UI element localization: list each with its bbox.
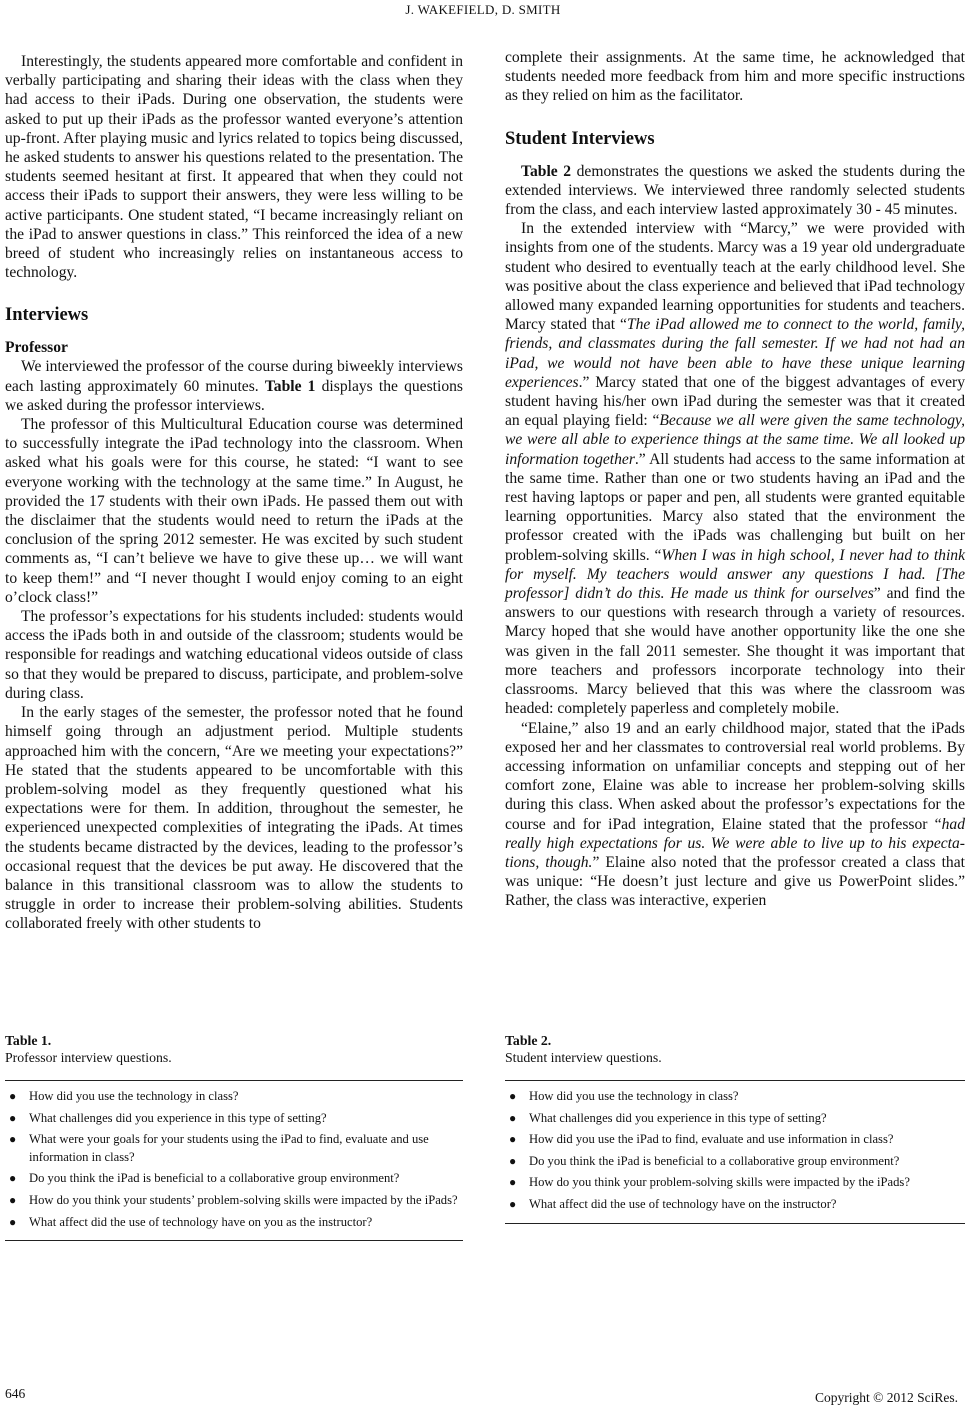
p3-quote-3: When I was in high school, I never had to think for myself. My teachers would answer any questions I had. [The professor] didn’t do this. He made us think for ourselves: [505, 546, 965, 603]
bullet-icon: ●: [509, 1110, 517, 1125]
right-paragraph-2: [505, 162, 965, 220]
left-paragraph-1: Interestingly, the students appeared more comfortable and confident in verbally participating and sharing their ideas with the class when they had access to their iPads. During one observation, the students were asked to put up their iPads as the professor wanted everyone’s attention up-front. After playing music and lyrics related to topics being discussed, he asked students to answer his questions related to the presentation. The students seemed hesitant at first. It appeared that when they could not access their iPads to support their answers, they were less willing to be active participants. One student stated, “I became increasingly reliant on the iPad to answer questions in class.” This reinforced the idea of a new breed of student who increasingly relies on instantaneous access to technology.: [5, 53, 463, 282]
list-item: [5, 1170, 463, 1188]
table-2-list: [505, 1088, 965, 1214]
bullet-icon: ●: [509, 1132, 517, 1147]
list-item: [505, 1174, 965, 1192]
list-item: [505, 1110, 965, 1128]
list-item-text: How do you think your students’ problem-solving skills were impacted by the iPads?: [29, 1192, 458, 1207]
p4-text-b: ” Elaine also noted that the professor created a class that was unique: “He doesn’t just lecture and give us PowerPoint slides.” Rather, the class was interactive, experien: [505, 853, 965, 910]
list-item: [505, 1153, 965, 1171]
p3-text-a: In the extended interview with “Marcy,” we were provided with insights from one of the students. Marcy was a 19 year old undergraduate student who desired to eventually teach at the early childhood level. She was positive about the class experience and believed that iPad technology allowed many expanded learning opportunities for students and teachers. Marcy stated that “: [505, 220, 965, 334]
p3-text-b: .” Marcy stated that one of the biggest advantages of every student having his/her own iPad during the semester was that it created an equal playing field: “: [505, 373, 965, 430]
list-item: [505, 1088, 965, 1106]
list-item-text: What affect did the use of technology have on you as the instructor?: [29, 1214, 373, 1229]
list-item: [5, 1214, 463, 1232]
bullet-icon: ●: [9, 1192, 17, 1207]
list-item: [5, 1192, 463, 1210]
right-column: [505, 48, 965, 911]
table-2-box: [505, 1080, 965, 1224]
bullet-icon: ●: [9, 1089, 17, 1103]
copyright-notice: Copyright © 2012 SciRes.: [814, 1390, 958, 1405]
list-item-text: What were your goals for your students using the iPad to find, evaluate and use information in class?: [29, 1132, 429, 1164]
left-column: [5, 52, 463, 934]
table-1: [5, 1032, 463, 1241]
bullet-icon: ●: [9, 1110, 17, 1125]
page-number: 646: [5, 1386, 26, 1401]
list-item: [505, 1196, 965, 1214]
right-paragraph-4: [505, 719, 965, 911]
p2-right-text: demonstrates the questions we asked the students during the extended interviews. We interviewed three randomly selected students from the class, and each interview lasted approximately 30 - 45 minutes.: [505, 162, 965, 219]
heading-student-interviews: Student Interviews: [505, 128, 655, 149]
list-item: [5, 1131, 463, 1166]
p2-text-after: displays the questions we asked during the professor interviews.: [5, 377, 463, 414]
list-item-text: How did you use the technology in class?: [29, 1089, 239, 1103]
bullet-icon: ●: [9, 1132, 17, 1147]
list-item-text: Do you think the iPad is beneficial to a collaborative group environment?: [529, 1153, 900, 1168]
list-item-text: What challenges did you experience in this type of setting?: [529, 1110, 827, 1125]
left-paragraph-5: In the early stages of the semester, the professor noted that he found himself going through an adjustment period. Multiple students approached him with the concern, “Are we meeting your expectations?” He stated that the students appeared to be uncomfortable with this problem-solving model as they frequently questioned what his expectations were for them. In addition, throughout the semester, he experienced unexpected complexities of integrating the iPads. At times the students became distracted by the devices, leading to the professor’s occasional request that the devices be put away. He discovered that the balance in this transitional classroom was to allow the students to struggle in order to increase their problem-solving abilities. Students collaborated freely with other students to: [5, 704, 463, 933]
table-1-box: [5, 1080, 463, 1241]
p4-quote-1: had really high expectations for us. We were able to live up to his expectations, though.: [505, 815, 965, 871]
p2-text-before: We interviewed the professor of the course during biweekly interviews each lasting approximately 60 minutes.: [5, 358, 463, 395]
bullet-icon: ●: [9, 1214, 17, 1229]
list-item: [505, 1131, 965, 1149]
heading-interviews: Interviews: [5, 305, 89, 326]
list-item-text: How did you use the technology in class?: [529, 1089, 739, 1103]
p4-text-a: “Elaine,” also 19 and an early childhood major, stated that the iPads exposed her and her classmates to controversial real world problems. By accessing information on unfamiliar concepts and stepping out of her comfort zone, Elaine was able to increase her problem-solving skills during this class. When asked about the professor’s expectations for the course and for iPad integration, Elaine stated that the professor “: [505, 719, 965, 833]
table1-reference[interactable]: Table 1: [264, 377, 316, 395]
bullet-icon: ●: [9, 1171, 17, 1186]
list-item: [5, 1110, 463, 1128]
table-1-number: Table 1.: [5, 1033, 52, 1048]
subheading-professor: Professor: [5, 339, 68, 357]
list-item-text: How did you use the iPad to find, evaluate and use information in class?: [529, 1132, 894, 1147]
p3-text-d: ” and find the answers to our questions with research through a variety of resources. Marcy hoped that she would have another opportunity like the one she was given in the fall 2011 semester. She thought it was important that more teachers and professors incorporate technology into their classrooms. Marcy believed that this was where the classroom was headed: completely paperless and completely mobile.: [505, 585, 965, 718]
bullet-icon: ●: [509, 1089, 517, 1103]
left-paragraph-2: [5, 357, 463, 415]
bullet-icon: ●: [509, 1175, 517, 1190]
bullet-icon: ●: [509, 1196, 517, 1211]
table2-reference[interactable]: Table 2: [521, 162, 572, 180]
table-2-title: Student interview questions.: [505, 1050, 662, 1065]
table-2: [505, 1032, 965, 1224]
right-paragraph-1: complete their assignments. At the same time, he acknowledged that students needed more feedback from him and more specific instructions as they relied on him as the facilitator.: [505, 49, 965, 105]
table-2-number: Table 2.: [505, 1033, 552, 1048]
list-item-text: Do you think the iPad is beneficial to a collaborative group environment?: [29, 1171, 400, 1186]
left-paragraph-3: The professor of this Multicultural Education course was determined to successfully integrate the iPad technology into the classroom. When asked what his goals were for this course, he stated: “I want to see everyone working with the technology at the same time.” In August, he provided the 17 students with their own iPads. He passed them out with the disclaimer that the students would need to return the iPads at the conclusion of the spring 2012 semester. He was excited by such student comments as, “I can’t believe we have to give these up… we will want to keep them!” and “I never thought I would enjoy coming to an eight o’clock class!”: [5, 416, 463, 606]
list-item-text: What affect did the use of technology have on the instructor?: [529, 1196, 837, 1211]
bullet-icon: ●: [509, 1153, 517, 1168]
table-1-list: [5, 1088, 463, 1231]
list-item: [5, 1088, 463, 1106]
right-paragraph-3: [505, 219, 965, 718]
left-paragraph-4: The professor’s expectations for his students included: students would access the iPads both in and outside of the classroom; students would be responsible for readings and watching educational videos outside of class so that they would be prepared to discuss, participate, and problem-solve during class.: [5, 608, 463, 702]
p3-text-c: .” All students had access to the same information at the same time. Rather than one or two students having an iPad and the rest having laptops or paper and pen, all students were granted equitable learning opportunities. Marcy also stated that the environment the professor created with the iPads was challenging but built on her problem-solving skills. “: [505, 450, 965, 564]
running-head: J. WAKEFIELD, D. SMITH: [405, 2, 561, 17]
p3-quote-2: Because we all were given the same technology, we were all able to experience things at the same time. We all looked up information together: [505, 412, 965, 468]
list-item-text: How do you think your problem-solving skills were impacted by the iPads?: [529, 1175, 910, 1190]
list-item-text: What challenges did you experience in this type of setting?: [29, 1110, 327, 1125]
table-1-title: Professor interview questions.: [5, 1050, 172, 1065]
p3-quote-1: The iPad allowed me to connect to the world, family, friends, and classmates during the fall semester. If we had not had an iPad, we would not have been able to have these unique learning experiences: [505, 316, 965, 391]
